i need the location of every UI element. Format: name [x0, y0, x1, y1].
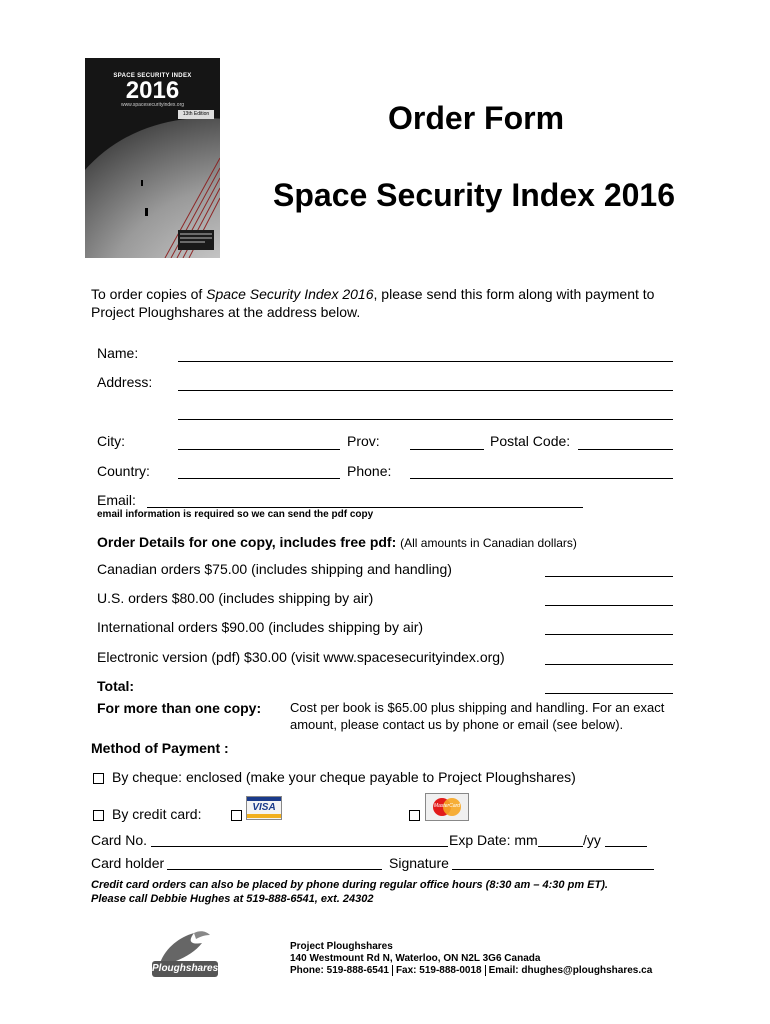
city-field[interactable] — [178, 449, 340, 450]
email-note: email information is required so we can send the pdf copy — [97, 509, 374, 520]
visa-logo — [246, 796, 282, 820]
order-item-canadian: Canadian orders $75.00 (includes shipping and handling) — [97, 561, 452, 577]
email-field[interactable] — [147, 507, 583, 508]
logo-text: Ploughshares — [152, 963, 219, 974]
exp-date-label: Exp Date: mm — [449, 832, 538, 848]
footer-email[interactable]: Email: dhughes@ploughshares.ca — [488, 965, 653, 976]
order-item-us: U.S. orders $80.00 (includes shipping by air) — [97, 590, 374, 606]
phone-label: Phone: — [347, 463, 392, 479]
postal-code-field[interactable] — [578, 449, 673, 450]
card-holder-field[interactable] — [167, 869, 382, 870]
exp-year-separator: /yy — [583, 832, 601, 848]
mastercard-logo-text: MasterCard — [433, 803, 461, 809]
mastercard-checkbox[interactable] — [409, 810, 420, 821]
signature-field[interactable] — [452, 869, 654, 870]
exp-month-field[interactable] — [538, 846, 583, 847]
order-amount-electronic[interactable] — [545, 664, 673, 665]
cheque-option — [93, 769, 576, 785]
phone-order-note: Credit card orders can also be placed by phone during regular office hours (8:30 am – 4:30 pm ET). — [91, 879, 608, 891]
book-cover-image — [85, 58, 220, 258]
intro-book-title: Space Security Index 2016 — [206, 286, 374, 302]
order-amount-us[interactable] — [545, 605, 673, 606]
footer-org: Project Ploughshares — [290, 941, 393, 952]
city-label: City: — [97, 433, 125, 449]
phone-field[interactable] — [410, 478, 673, 479]
payment-heading: Method of Payment : — [91, 740, 229, 756]
email-label: Email: — [97, 492, 136, 508]
credit-card-checkbox[interactable] — [93, 810, 104, 821]
address-label: Address: — [97, 374, 153, 390]
cover-edition: 13th Edition — [182, 111, 210, 117]
order-amount-international[interactable] — [545, 634, 673, 635]
cheque-label: By cheque: enclosed (make your cheque payable to Project Ploughshares) — [112, 769, 576, 785]
intro-paragraph — [91, 285, 681, 321]
intro-text: To order copies of — [91, 286, 207, 302]
prov-label: Prov: — [347, 433, 380, 449]
address-field-line1[interactable] — [178, 390, 673, 391]
country-field[interactable] — [178, 478, 340, 479]
prov-field[interactable] — [410, 449, 484, 450]
country-label: Country: — [97, 463, 150, 479]
footer-address: 140 Westmount Rd N, Waterloo, ON N2L 3G6 Canada — [290, 953, 541, 964]
mastercard-logo — [425, 793, 469, 821]
name-field[interactable] — [178, 361, 673, 362]
visa-checkbox[interactable] — [231, 810, 242, 821]
name-label: Name: — [97, 345, 139, 361]
cover-url: www.spacesecurityindex.org — [120, 102, 185, 108]
cover-year: 2016 — [125, 77, 180, 104]
multi-copy-label: For more than one copy: — [97, 700, 262, 716]
card-holder-label: Card holder — [91, 855, 165, 871]
ploughshares-logo — [150, 927, 222, 979]
intro-text-cont: , please send this form along with payment to Project Ploughshares at the address below. — [91, 286, 655, 320]
phone-contact-note: Please call Debbie Hughes at 519-888-6541, ext. 24302 — [91, 893, 374, 905]
address-field-line2[interactable] — [178, 419, 673, 420]
order-amount-canadian[interactable] — [545, 576, 673, 577]
visa-logo-text: VISA — [252, 802, 276, 813]
credit-card-label: By credit card: — [112, 806, 202, 822]
order-details-title: Order Details for one copy, includes free pdf: — [97, 534, 397, 550]
order-item-electronic: Electronic version (pdf) $30.00 (visit www.spacesecurityindex.org) — [97, 649, 505, 665]
postal-code-label: Postal Code: — [490, 433, 571, 449]
order-details-heading — [97, 534, 577, 550]
currency-note: (All amounts in Canadian dollars) — [400, 536, 577, 550]
card-no-label: Card No. — [91, 832, 148, 848]
multi-copy-text: Cost per book is $65.00 plus shipping and handling. For an exact amount, please contact us by phone or email (see below). — [290, 700, 665, 732]
card-no-field[interactable] — [151, 846, 448, 847]
total-label: Total: — [97, 678, 135, 694]
cheque-checkbox[interactable] — [93, 773, 104, 784]
page-title: Order Form — [388, 100, 565, 136]
page-subtitle: Space Security Index 2016 — [273, 177, 675, 213]
order-item-international: International orders $90.00 (includes shipping by air) — [97, 619, 424, 635]
exp-year-field[interactable] — [605, 846, 647, 847]
total-field[interactable] — [545, 693, 673, 694]
cover-series-title: SPACE SECURITY INDEX — [113, 73, 192, 79]
footer-fax: Fax: 519-888-0018 — [395, 965, 482, 976]
footer-phone: Phone: 519-888-6541 — [290, 965, 389, 976]
credit-card-option — [93, 806, 201, 822]
footer-contact — [290, 965, 652, 977]
signature-label: Signature — [389, 855, 449, 871]
